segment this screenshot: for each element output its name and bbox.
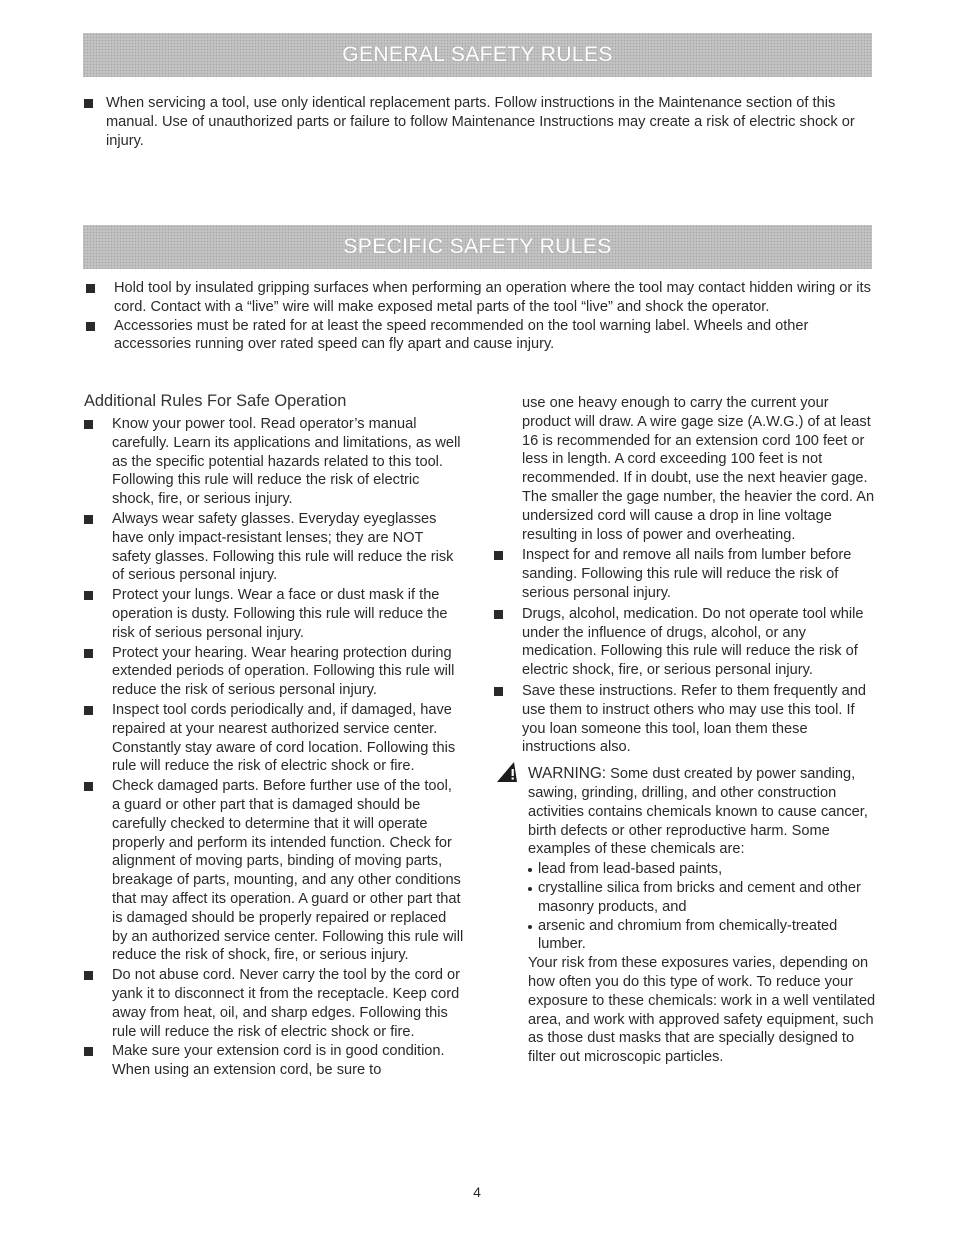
general-safety-rules-title: GENERAL SAFETY RULES bbox=[342, 42, 613, 66]
additional-rule-item bbox=[84, 1042, 464, 1080]
additional-rule-item bbox=[494, 605, 879, 680]
general-rule-item bbox=[84, 94, 864, 150]
general-rules-list bbox=[84, 94, 864, 150]
specific-rule-item bbox=[86, 279, 876, 317]
specific-rule-text: Accessories must be rated for at least the speed recommended on the tool warning label. Wheels and other accessories running over rated speed can fly apart and cause injury. bbox=[114, 317, 809, 353]
additional-rule-item bbox=[84, 777, 464, 965]
page-number: 4 bbox=[473, 1184, 481, 1200]
additional-rule-item bbox=[84, 415, 464, 509]
additional-rule-text: Inspect tool cords periodically and, if damaged, have repaired at your nearest authorized service center. Constantly stay aware of cord location. Following this rule will reduce the risk of electric shock or fire. bbox=[112, 701, 456, 775]
additional-rules-left-column bbox=[84, 390, 464, 1081]
additional-rule-text: Inspect for and remove all nails from lumber before sanding. Following this rule will reduce the risk of serious personal injury. bbox=[522, 547, 852, 601]
specific-safety-rules-title: SPECIFIC SAFETY RULES bbox=[343, 234, 612, 258]
chemical-list-item: crystalline silica from bricks and cement and other masonry products, and bbox=[528, 879, 879, 917]
additional-rule-item bbox=[84, 966, 464, 1041]
warning-label: WARNING: bbox=[528, 765, 607, 783]
additional-rule-text: Do not abuse cord. Never carry the tool by the cord or yank it to disconnect it from the receptacle. Keep cord away from heat, oil, and sharp edges. Following this rule will reduce the risk of electric shock or fire. bbox=[112, 967, 460, 1040]
warning-outro: Your risk from these exposures varies, depending on how often you do this type of work. To reduce your exposure to these chemicals: work in a well ventilated area, and work with approved safety equipment, such as those dust masks that are specially designed to filter out microscopic particles. bbox=[528, 955, 876, 1066]
chemical-list bbox=[528, 860, 879, 954]
additional-rule-text: Know your power tool. Read operator’s manual carefully. Learn its applications and limitations, as well as the specific potential hazards related to this tool. Following this rule will reduce the risk of electric shock, fire, or serious injury. bbox=[112, 416, 461, 508]
additional-rule-text: Make sure your extension cord is in good condition. When using an extension cord, be sure to bbox=[112, 1043, 445, 1079]
additional-rule-item bbox=[84, 644, 464, 700]
additional-rules-right-column bbox=[494, 394, 879, 1067]
dust-warning bbox=[494, 765, 879, 1067]
additional-rule-text: Save these instructions. Refer to them frequently and use them to instruct others who may use this tool. If you loan someone this tool, loan them these instructions also. bbox=[522, 682, 866, 756]
additional-rule-text: Check damaged parts. Before further use of the tool, a guard or other part that is damaged should be carefully checked to determine that it will operate properly and perform its intended function. Check for alignment of moving parts, binding of moving parts, breakage of parts, mounting, and any other conditions that may affect its operation. A guard or other part that is damaged should be properly repaired or replaced by an authorized service center. Following this rule will reduce the risk of shock, fire, or serious injury. bbox=[112, 778, 464, 964]
additional-rule-text: Protect your hearing. Wear hearing protection during extended periods of operation. Following this rule will reduce the risk of serious personal injury. bbox=[112, 644, 455, 699]
additional-rule-item bbox=[84, 510, 464, 585]
additional-rules-heading: Additional Rules For Safe Operation bbox=[84, 392, 347, 410]
general-safety-rules-banner bbox=[83, 33, 872, 77]
chemical-list-item: lead from lead-based paints, bbox=[528, 860, 879, 879]
additional-rule-item bbox=[494, 546, 879, 602]
chemical-list-item: arsenic and chromium from chemically-treated lumber. bbox=[528, 917, 879, 955]
additional-rule-item bbox=[84, 586, 464, 642]
warning-intro: Some dust created by power sanding, sawing, grinding, drilling, and other construction activities contains chemicals known to cause cancer, birth defects or other reproductive harm. Some examples of these chemicals are: bbox=[528, 766, 868, 858]
warning-triangle-icon bbox=[494, 761, 518, 783]
additional-rule-item bbox=[84, 701, 464, 776]
specific-safety-rules-banner bbox=[83, 225, 872, 269]
extension-cord-continuation: use one heavy enough to carry the current your product will draw. A wire gage size (A.W.G.) of at least 16 is recommended for an extension cord 100 feet or less in length. A cord exceeding 100 feet is not recommended. If in doubt, use the next heavier gage. The smaller the gage number, the heavier the cord. An undersized cord will cause a drop in line voltage resulting in loss of power and overheating. bbox=[522, 395, 875, 543]
specific-rules-list bbox=[86, 279, 876, 354]
additional-rule-text: Drugs, alcohol, medication. Do not operate tool while under the influence of drugs, alcohol, or any medication. Following this rule will reduce the risk of electric shock, fire, or serious personal injury. bbox=[522, 605, 864, 679]
additional-rule-text: Always wear safety glasses. Everyday eyeglasses have only impact-resistant lenses; they are NOT safety glasses. Following this rule will reduce the risk of serious personal injury. bbox=[112, 510, 454, 584]
general-rule-text: When servicing a tool, use only identical replacement parts. Follow instructions in the Maintenance section of this manual. Use of unauthorized parts or failure to follow Maintenance Instructions may create a risk of electric shock or injury. bbox=[106, 95, 855, 149]
additional-rule-text: Protect your lungs. Wear a face or dust mask if the operation is dusty. Following this rule will reduce the risk of serious personal injury. bbox=[112, 587, 448, 641]
specific-rule-text: Hold tool by insulated gripping surfaces when performing an operation where the tool may contact hidden wiring or its cord. Contact with a “live” wire will make exposed metal parts of the tool “live” and shock the operator. bbox=[114, 280, 871, 315]
specific-rule-item bbox=[86, 317, 876, 355]
additional-rule-item bbox=[494, 682, 879, 757]
